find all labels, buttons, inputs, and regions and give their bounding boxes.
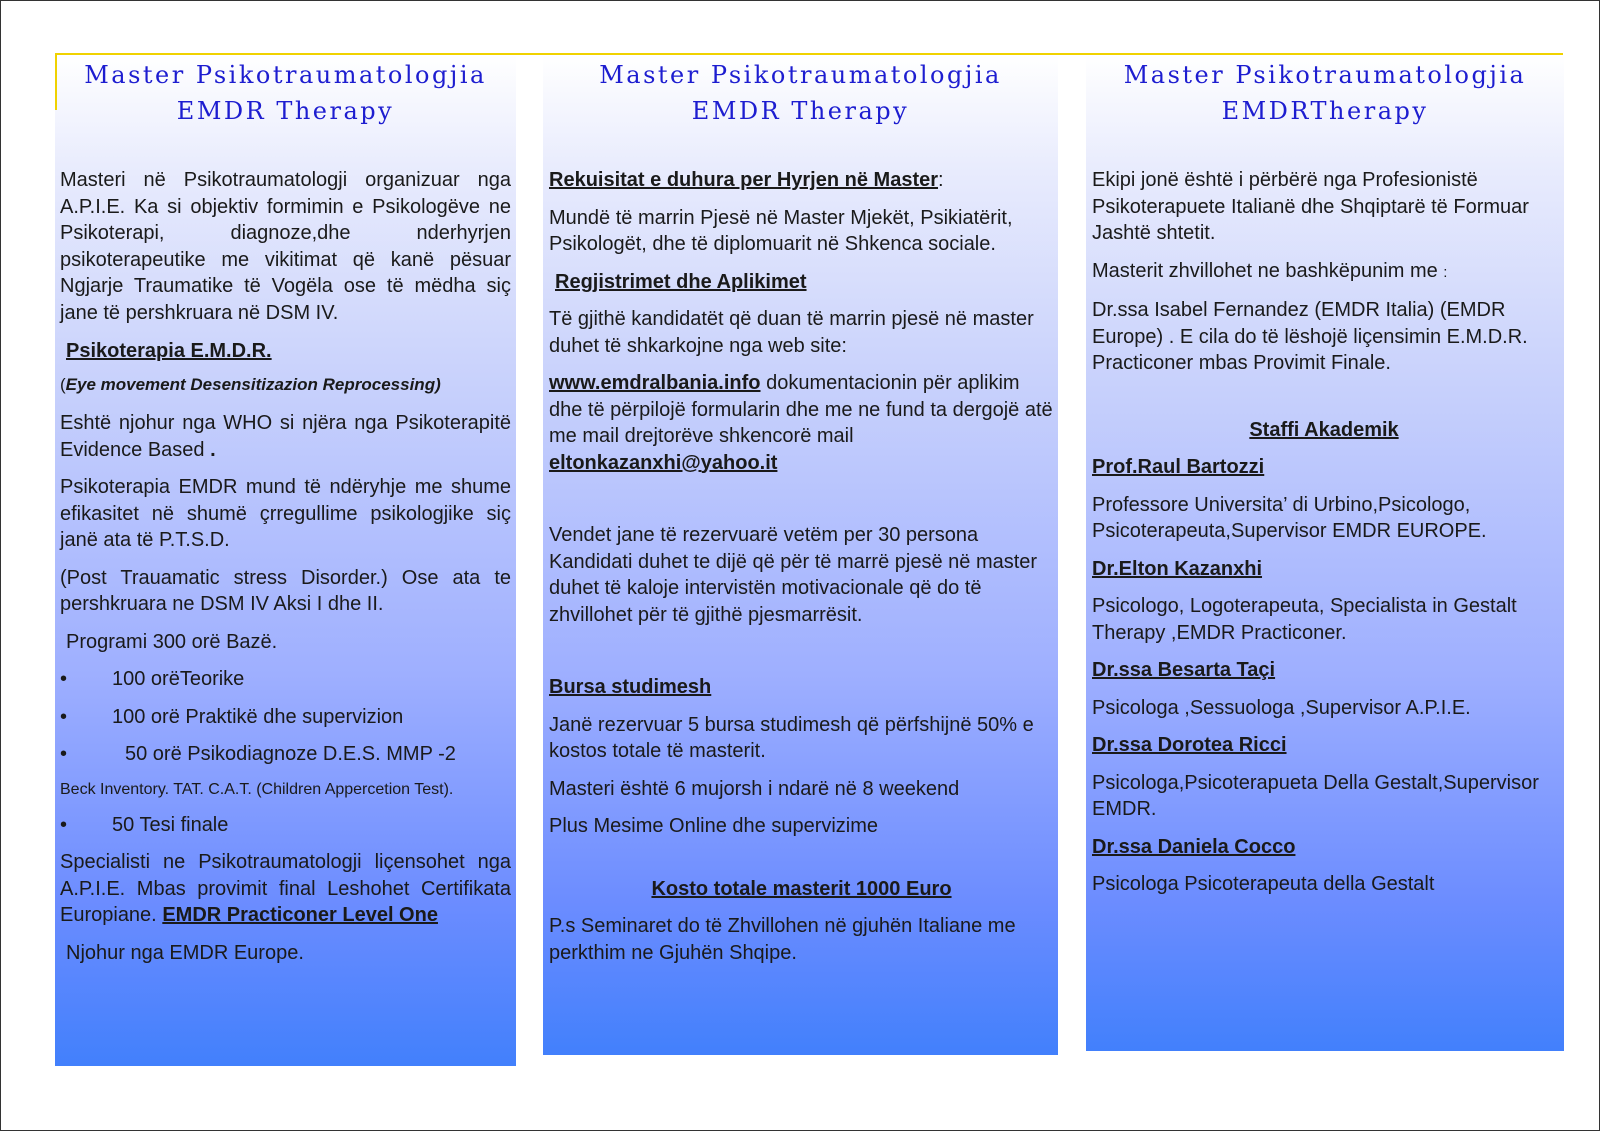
registration-text: Të gjithë kandidatët që duan të marrin pjesë në master duhet të shkarkojne nga web site: [549,308,1034,357]
staff-name: Dr.Elton Kazanxhi [1092,557,1263,580]
registration-text-2: dokumentacionin për aplikim dhe të përpilojë formularin dhe me ne fund ta dergojë atë me mail drejtorëve shkencorë mail [549,372,1053,447]
bullet-dot: • [60,813,68,836]
list-item [60,704,511,731]
list-item [60,666,511,693]
requirements-heading: Rekuisitat e duhura per Hyrjen në Master [549,169,939,191]
panel-middle-body [549,167,1054,977]
website-link[interactable]: www.emdralbania.info [549,372,761,394]
panel-title-line1: Master Psikotraumatologjia [1123,61,1527,89]
program-text: Programi 300 orë Bazë. [66,630,278,653]
bullet-dot: • [60,705,68,728]
staff-desc: Professore Universita’ di Urbino,Psicologo, Psicoterapeuta,Supervisor EMDR EUROPE. [1092,493,1487,542]
collab-colon: : [1443,263,1448,281]
list-item [60,812,511,839]
cost-heading: Kosto totale masterit 1000 Euro [651,877,952,900]
seats-text: Vendet jane të rezervuarë vetëm per 30 persona Kandidati duhet te dijë që për të marrë pjesë në master duhet të kaloje intervistën motivacionale që do të zhvillohet për të gjithë pjesmarrësit. [549,524,1038,626]
staff-name: Dr.ssa Besarta Taçi [1092,659,1276,681]
panel-middle [543,55,1058,1055]
specialist-link[interactable]: EMDR Practiconer Level One [162,904,438,926]
staff-name: Prof.Raul Bartozzi [1092,456,1265,478]
bullet-text: 100 orë Praktikë dhe supervizion [112,705,404,728]
staff-desc: Psicologa,Psicoterapueta Della Gestalt,Supervisor EMDR. [1092,771,1539,820]
staff-desc: Psicologa Psicoterapeuta della Gestalt [1092,873,1435,895]
beck-text: Beck Inventory. TAT. C.A.T. (Children Appercetion Test). [60,780,454,798]
panel-title-line1: Master Psikotraumatologjia [599,61,1002,89]
staff-name: Dr.ssa Daniela Cocco [1092,835,1296,858]
collab-text: Masterit zhvillohet ne bashkëpunim me [1092,259,1438,282]
panel-left-body [60,167,511,977]
specialist-text: Specialisti ne Psikotraumatologji liçensohet nga A.P.I.E. Mbas provimit final Leshohet Certifikata Europiane. [60,851,511,926]
online-text: Plus Mesime Online dhe supervizime [549,815,879,837]
who-text: Eshtë njohur nga WHO si njëra nga Psikoterapitë Evidence Based [60,412,511,461]
bullet-dot: • [60,743,68,765]
staff-desc: Psicologa ,Sessuologa ,Supervisor A.P.I.E. [1092,696,1471,719]
panel-title-line2: EMDRTherapy [1221,97,1429,125]
panel-right [1086,55,1564,1051]
requirements-colon: : [938,169,944,191]
registration-heading: Regjistrimet dhe Aplikimet [555,270,807,293]
duration-text: Masteri është 6 mujorsh i ndarë në 8 weekend [549,777,960,800]
team-text: Ekipi jonë është i përbërë nga Profesionistë Psikoterapuete Italianë dhe Shqiptarë të Formuar Jashtë shtetit. [1092,169,1529,244]
efficacy-text: Psikoterapia EMDR mund të ndëryhje me shume efikasitet në shumë çrregullime psikologjike siç janë ata të P.T.S.D. [60,476,511,551]
intro-text: Masteri në Psikotraumatologji organizuar nga A.P.I.E. Ka si objektiv formimin e Psikologëve ne Psikoterapi, diagnoze,dhe nderhyrjen psikoterapeutike me vikitimat që kanë pësuar Ngjarje Traumatike të Vogëla ose të mëdha siç jane të pershkruara në DSM IV. [60,169,511,324]
panel-title-line1: Master Psikotraumatologjia [84,61,487,89]
list-item [60,741,511,768]
recognized-text: Njohur nga EMDR Europe. [66,941,304,964]
scholarship-heading: Bursa studimesh [549,676,712,698]
staff-desc: Psicologo, Logoterapeuta, Specialista in Gestalt Therapy ,EMDR Practiconer. [1092,595,1517,644]
staff-name: Dr.ssa Dorotea Ricci [1092,734,1287,756]
panel-title-line2: EMDR Therapy [176,97,395,125]
panel-middle-title [543,55,1058,129]
who-end: . [210,438,216,461]
panel-left [55,55,516,1066]
emdr-heading: Psikoterapia E.M.D.R. [66,340,272,362]
ptsd-text: (Post Trauamatic stress Disorder.) Ose ata te pershkruara ne DSM IV Aksi I dhe II. [60,566,511,615]
panel-left-title [55,55,516,129]
bullet-dot: • [60,668,68,690]
requirements-text: Mundë të marrin Pjesë në Master Mjekët, Psikiatërit, Psikologët, dhe të diplomuarit në Shkenca sociale. [549,206,1013,255]
emdr-paren: ( [60,374,66,394]
staff-heading: Staffi Akademik [1249,418,1399,441]
ps-text: P.s Seminaret do të Zhvillohen në gjuhën Italiane me perkthim ne Gjuhën Shqipe. [549,915,1016,964]
fernandez-text: Dr.ssa Isabel Fernandez (EMDR Italia) (EMDR Europe) . E cila do të lëshojë liçensimin E.M.D.R. Practiconer mbas Provimit Finale. [1092,299,1528,374]
bullet-text: 100 orëTeorike [112,668,245,690]
email-link[interactable]: eltonkazanxhi@yahoo.it [549,451,778,474]
emdr-subtitle: Eye movement Desensitizazion Reprocessing) [65,374,441,394]
scholarship-text: Janë rezervuar 5 bursa studimesh që përfshijnë 50% e kostos totale të masterit. [549,713,1034,762]
panel-title-line2: EMDR Therapy [691,97,910,125]
bullet-text: 50 orë Psikodiagnoze D.E.S. MMP -2 [125,743,456,765]
panel-right-body [1092,167,1556,909]
bullet-text: 50 Tesi finale [112,813,229,836]
panel-right-title [1086,55,1564,129]
